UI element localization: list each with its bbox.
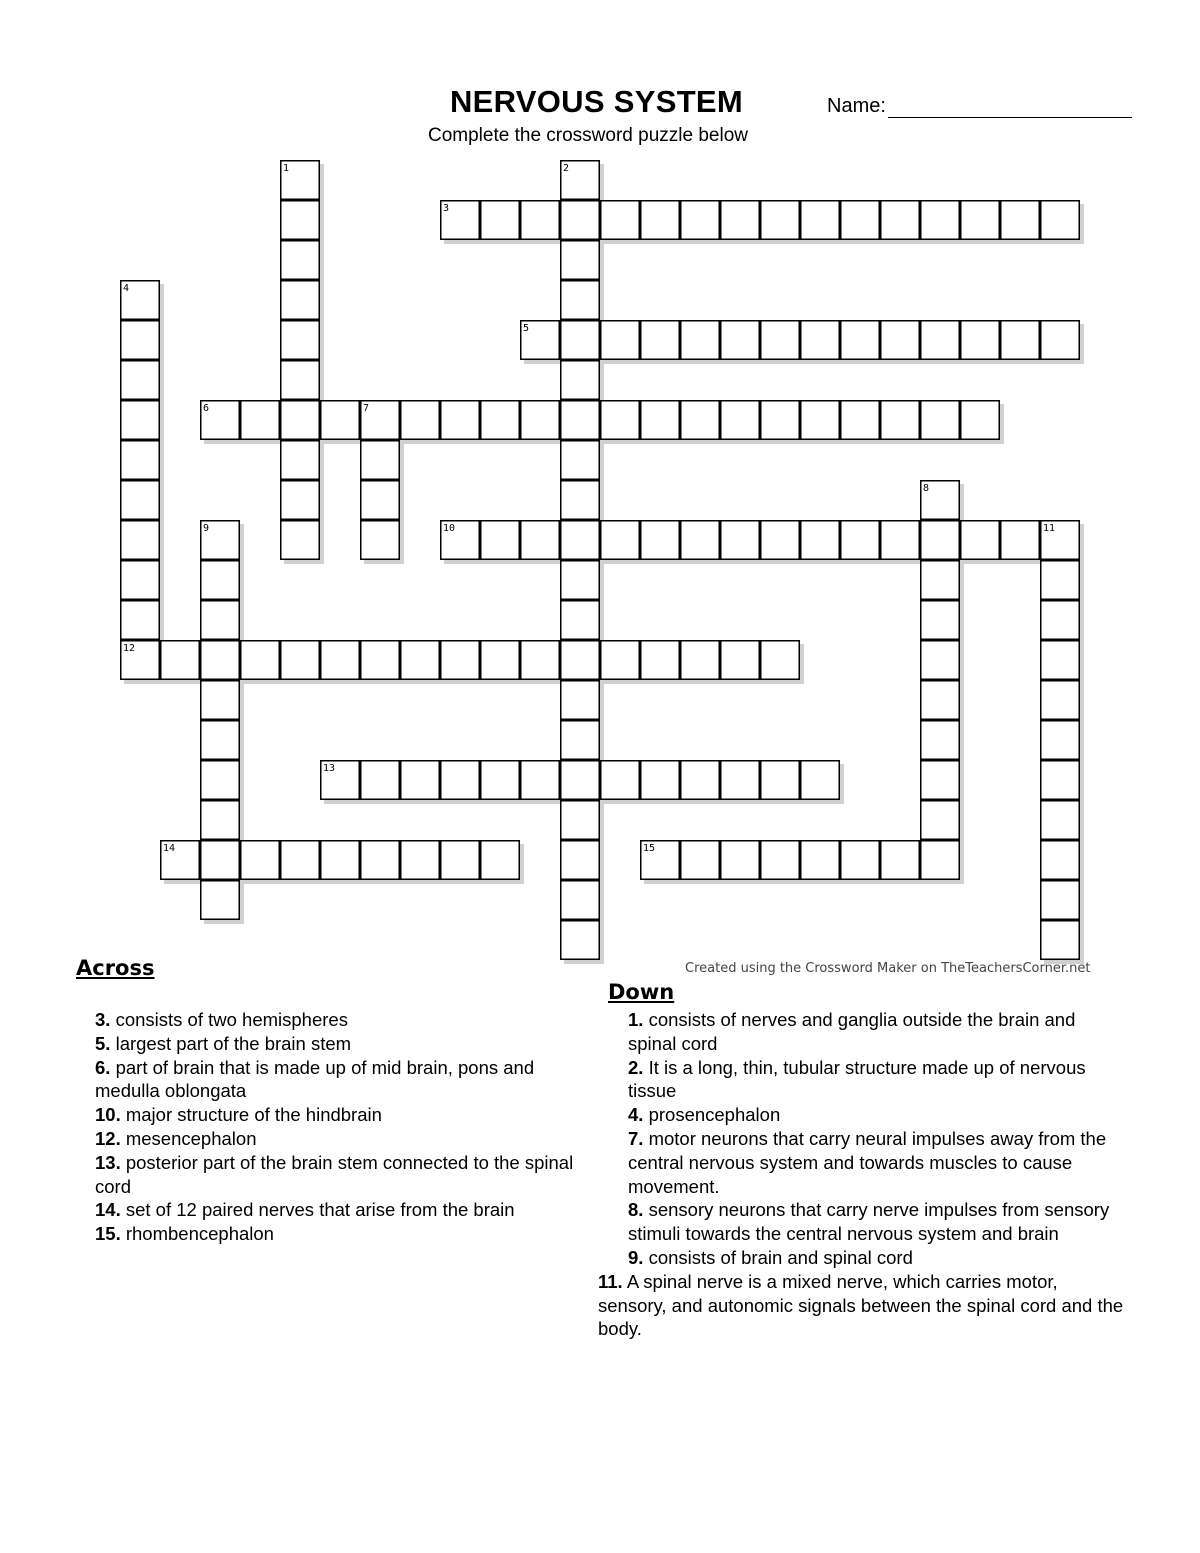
- crossword-cell[interactable]: [241, 401, 280, 440]
- clue-number-label: 2: [563, 163, 570, 174]
- crossword-cell[interactable]: [201, 841, 240, 880]
- crossword-cell[interactable]: [921, 641, 960, 680]
- crossword-cell[interactable]: [161, 641, 200, 680]
- clue-number-label: 14: [163, 843, 176, 854]
- crossword-cell[interactable]: [441, 761, 480, 800]
- crossword-cell[interactable]: [721, 761, 760, 800]
- crossword-cell[interactable]: [1001, 521, 1040, 560]
- crossword-cell[interactable]: [921, 321, 960, 360]
- crossword-cell[interactable]: [881, 321, 920, 360]
- crossword-cell[interactable]: [801, 761, 840, 800]
- crossword-cell[interactable]: [121, 441, 160, 480]
- crossword-cell[interactable]: [561, 201, 600, 240]
- crossword-cell[interactable]: [921, 521, 960, 560]
- down-clue: 7. motor neurons that carry neural impulses away from the central nervous system and towards muscles to cause movement.: [628, 1127, 1107, 1197]
- clue-number-label: 9: [203, 523, 210, 534]
- crossword-cell[interactable]: [201, 601, 240, 640]
- crossword-cell[interactable]: [921, 801, 960, 840]
- crossword-cell[interactable]: [681, 521, 720, 560]
- crossword-cell[interactable]: [561, 321, 600, 360]
- name-label: Name:: [827, 95, 886, 117]
- crossword-cell[interactable]: [1041, 881, 1080, 920]
- across-clue: 5. largest part of the brain stem: [95, 1032, 352, 1054]
- crossword-cell[interactable]: [121, 601, 160, 640]
- down-clue: 2. It is a long, thin, tubular structure made up of nervous tissue: [628, 1056, 1086, 1102]
- crossword-cell[interactable]: [561, 841, 600, 880]
- crossword-cell[interactable]: [1041, 681, 1080, 720]
- down-clue-list: [598, 1008, 1128, 1341]
- crossword-cell[interactable]: [241, 841, 280, 880]
- crossword-cell[interactable]: [201, 721, 240, 760]
- crossword-cell[interactable]: [441, 841, 480, 880]
- crossword-cell[interactable]: [561, 481, 600, 520]
- across-clue-list: [95, 1008, 595, 1246]
- crossword-cell[interactable]: [561, 801, 600, 840]
- crossword-cell[interactable]: [321, 841, 360, 880]
- crossword-cell[interactable]: [881, 841, 920, 880]
- across-clue: 12. mesencephalon: [95, 1127, 257, 1149]
- crossword-cell[interactable]: [761, 841, 800, 880]
- crossword-cell[interactable]: [721, 401, 760, 440]
- crossword-cell[interactable]: [841, 201, 880, 240]
- crossword-cell[interactable]: [761, 321, 800, 360]
- crossword-cell[interactable]: [961, 521, 1000, 560]
- crossword-cell[interactable]: [201, 881, 240, 920]
- crossword-cell[interactable]: [521, 201, 560, 240]
- crossword-cell[interactable]: [681, 201, 720, 240]
- crossword-cell[interactable]: [561, 241, 600, 280]
- crossword-cell[interactable]: [961, 401, 1000, 440]
- crossword-cell[interactable]: [281, 641, 320, 680]
- crossword-cell[interactable]: [801, 201, 840, 240]
- down-clue: 8. sensory neurons that carry nerve impulses from sensory stimuli towards the central nervous system and brain: [628, 1199, 1110, 1245]
- crossword-cell[interactable]: [761, 401, 800, 440]
- down-clue: 1. consists of nerves and ganglia outside the brain and spinal cord: [628, 1009, 1076, 1054]
- across-clue: 3. consists of two hemispheres: [95, 1009, 348, 1030]
- clue-number-label: 4: [123, 283, 130, 294]
- crossword-cell[interactable]: [1041, 721, 1080, 760]
- crossword-cell[interactable]: [561, 881, 600, 920]
- crossword-cell[interactable]: [921, 761, 960, 800]
- crossword-cell[interactable]: [121, 481, 160, 520]
- clue-number-label: 10: [443, 523, 456, 534]
- crossword-cell[interactable]: [561, 401, 600, 440]
- crossword-cell[interactable]: [921, 841, 960, 880]
- crossword-cell[interactable]: [281, 481, 320, 520]
- crossword-cell[interactable]: [761, 521, 800, 560]
- crossword-cell[interactable]: [641, 521, 680, 560]
- crossword-cell[interactable]: [561, 921, 600, 960]
- crossword-cell[interactable]: [401, 401, 440, 440]
- crossword-cell[interactable]: [561, 641, 600, 680]
- crossword-cell[interactable]: [441, 401, 480, 440]
- crossword-cell[interactable]: [281, 281, 320, 320]
- crossword-cell[interactable]: [281, 841, 320, 880]
- crossword-cell[interactable]: [921, 601, 960, 640]
- crossword-cell[interactable]: [721, 521, 760, 560]
- crossword-cell[interactable]: [561, 441, 600, 480]
- across-clue: 6. part of brain that is made up of mid brain, pons and medulla oblongata: [95, 1056, 535, 1102]
- across-heading: Across: [76, 956, 155, 980]
- crossword-cell[interactable]: [641, 761, 680, 800]
- crossword-cell[interactable]: [1041, 601, 1080, 640]
- crossword-cell[interactable]: [1041, 641, 1080, 680]
- crossword-cell[interactable]: [561, 681, 600, 720]
- crossword-cell[interactable]: [241, 641, 280, 680]
- crossword-cell[interactable]: [401, 641, 440, 680]
- crossword-cell[interactable]: [961, 321, 1000, 360]
- crossword-cell[interactable]: [881, 521, 920, 560]
- crossword-cell[interactable]: [441, 641, 480, 680]
- crossword-cell[interactable]: [601, 521, 640, 560]
- crossword-cell[interactable]: [881, 401, 920, 440]
- clue-number-label: 7: [363, 403, 370, 414]
- crossword-cell[interactable]: [1041, 321, 1080, 360]
- crossword-cell[interactable]: [121, 521, 160, 560]
- crossword-cell[interactable]: [1041, 761, 1080, 800]
- crossword-cell[interactable]: [641, 321, 680, 360]
- crossword-cell[interactable]: [681, 641, 720, 680]
- clue-number-label: 13: [323, 763, 336, 774]
- crossword-cell[interactable]: [121, 361, 160, 400]
- crossword-cell[interactable]: [201, 681, 240, 720]
- crossword-cell[interactable]: [1001, 321, 1040, 360]
- crossword-cell[interactable]: [681, 321, 720, 360]
- crossword-cell[interactable]: [521, 521, 560, 560]
- crossword-cell[interactable]: [761, 201, 800, 240]
- crossword-cell[interactable]: [641, 641, 680, 680]
- crossword-cell[interactable]: [681, 841, 720, 880]
- crossword-cell[interactable]: [521, 761, 560, 800]
- clue-number-label: 12: [123, 643, 136, 654]
- crossword-cell[interactable]: [601, 321, 640, 360]
- crossword-cell[interactable]: [361, 841, 400, 880]
- crossword-cell[interactable]: [1041, 921, 1080, 960]
- crossword-cell[interactable]: [481, 521, 520, 560]
- down-clue: 9. consists of brain and spinal cord: [628, 1246, 913, 1268]
- across-clue: 10. major structure of the hindbrain: [95, 1104, 382, 1126]
- clue-number-label: 6: [203, 403, 210, 414]
- crossword-cell[interactable]: [721, 641, 760, 680]
- crossword-cell[interactable]: [841, 841, 880, 880]
- page-title: NERVOUS SYSTEM: [450, 84, 744, 119]
- crossword-cell[interactable]: [281, 401, 320, 440]
- crossword-cell[interactable]: [921, 201, 960, 240]
- crossword-cell[interactable]: [481, 641, 520, 680]
- across-clue: 15. rhombencephalon: [95, 1223, 274, 1245]
- crossword-cell[interactable]: [281, 201, 320, 240]
- crossword-cell[interactable]: [681, 401, 720, 440]
- crossword-cell[interactable]: [401, 841, 440, 880]
- crossword-cell[interactable]: [921, 721, 960, 760]
- crossword-cell[interactable]: [481, 401, 520, 440]
- crossword-cell[interactable]: [721, 201, 760, 240]
- crossword-cell[interactable]: [1041, 841, 1080, 880]
- crossword-cell[interactable]: [561, 281, 600, 320]
- clue-number-label: 15: [643, 843, 656, 854]
- crossword-cell[interactable]: [361, 641, 400, 680]
- across-clue: 14. set of 12 paired nerves that arise from the brain: [95, 1199, 515, 1221]
- crossword-cell[interactable]: [601, 761, 640, 800]
- credit-text: Created using the Crossword Maker on TheTeachersCorner.net: [685, 961, 1091, 976]
- crossword-cell[interactable]: [921, 681, 960, 720]
- crossword-cell[interactable]: [281, 521, 320, 560]
- crossword-cell[interactable]: [361, 521, 400, 560]
- crossword-cell[interactable]: [201, 561, 240, 600]
- crossword-cell[interactable]: [961, 201, 1000, 240]
- crossword-cell[interactable]: [761, 761, 800, 800]
- crossword-cell[interactable]: [201, 641, 240, 680]
- subtitle: Complete the crossword puzzle below: [428, 125, 748, 146]
- crossword-cell[interactable]: [401, 761, 440, 800]
- down-clue: 4. prosencephalon: [628, 1104, 781, 1126]
- crossword-cell[interactable]: [121, 401, 160, 440]
- crossword-cell[interactable]: [481, 201, 520, 240]
- crossword-cell[interactable]: [641, 401, 680, 440]
- crossword-cell[interactable]: [801, 521, 840, 560]
- crossword-cell[interactable]: [641, 201, 680, 240]
- crossword-cell[interactable]: [841, 521, 880, 560]
- crossword-cell[interactable]: [361, 441, 400, 480]
- down-heading: Down: [608, 980, 675, 1004]
- crossword-cell[interactable]: [121, 321, 160, 360]
- clue-number-label: 5: [523, 323, 530, 334]
- crossword-cell[interactable]: [321, 401, 360, 440]
- clue-number-label: 3: [443, 203, 450, 214]
- crossword-cell[interactable]: [561, 601, 600, 640]
- crossword-cell[interactable]: [561, 721, 600, 760]
- crossword-cell[interactable]: [921, 561, 960, 600]
- crossword-cell[interactable]: [1041, 201, 1080, 240]
- crossword-cell[interactable]: [681, 761, 720, 800]
- crossword-cell[interactable]: [281, 441, 320, 480]
- crossword-cell[interactable]: [561, 361, 600, 400]
- crossword-cell[interactable]: [361, 481, 400, 520]
- crossword-cell[interactable]: [281, 321, 320, 360]
- crossword-cell[interactable]: [841, 401, 880, 440]
- crossword-cell[interactable]: [521, 401, 560, 440]
- crossword-cell[interactable]: [561, 561, 600, 600]
- clue-number-label: 8: [923, 483, 930, 494]
- crossword-cell[interactable]: [561, 521, 600, 560]
- crossword-cell[interactable]: [281, 241, 320, 280]
- crossword-cell[interactable]: [481, 761, 520, 800]
- crossword-cell[interactable]: [601, 401, 640, 440]
- crossword-cell[interactable]: [841, 321, 880, 360]
- crossword-cell[interactable]: [321, 641, 360, 680]
- crossword-cell[interactable]: [921, 401, 960, 440]
- crossword-cell[interactable]: [801, 321, 840, 360]
- crossword-cell[interactable]: [801, 401, 840, 440]
- crossword-cell[interactable]: [881, 201, 920, 240]
- crossword-cell[interactable]: [201, 801, 240, 840]
- clue-number-label: 1: [283, 163, 290, 174]
- crossword-cell[interactable]: [601, 641, 640, 680]
- crossword-cell[interactable]: [761, 641, 800, 680]
- crossword-cell[interactable]: [601, 201, 640, 240]
- crossword-cell[interactable]: [281, 361, 320, 400]
- crossword-cell[interactable]: [1041, 561, 1080, 600]
- crossword-cell[interactable]: [361, 761, 400, 800]
- crossword-cell[interactable]: [721, 321, 760, 360]
- crossword-cell[interactable]: [481, 841, 520, 880]
- crossword-cell[interactable]: [721, 841, 760, 880]
- clue-number-label: 11: [1043, 523, 1056, 534]
- crossword-cell[interactable]: [121, 561, 160, 600]
- crossword-cell[interactable]: [201, 761, 240, 800]
- crossword-cell[interactable]: [1001, 201, 1040, 240]
- down-clue: 11. A spinal nerve is a mixed nerve, which carries motor, sensory, and autonomic signals between the spinal cord and the body.: [598, 1270, 1124, 1340]
- crossword-cell[interactable]: [801, 841, 840, 880]
- across-clue: 13. posterior part of the brain stem connected to the spinal cord: [95, 1151, 574, 1197]
- crossword-cell[interactable]: [521, 641, 560, 680]
- crossword-cell[interactable]: [1041, 801, 1080, 840]
- crossword-cell[interactable]: [561, 761, 600, 800]
